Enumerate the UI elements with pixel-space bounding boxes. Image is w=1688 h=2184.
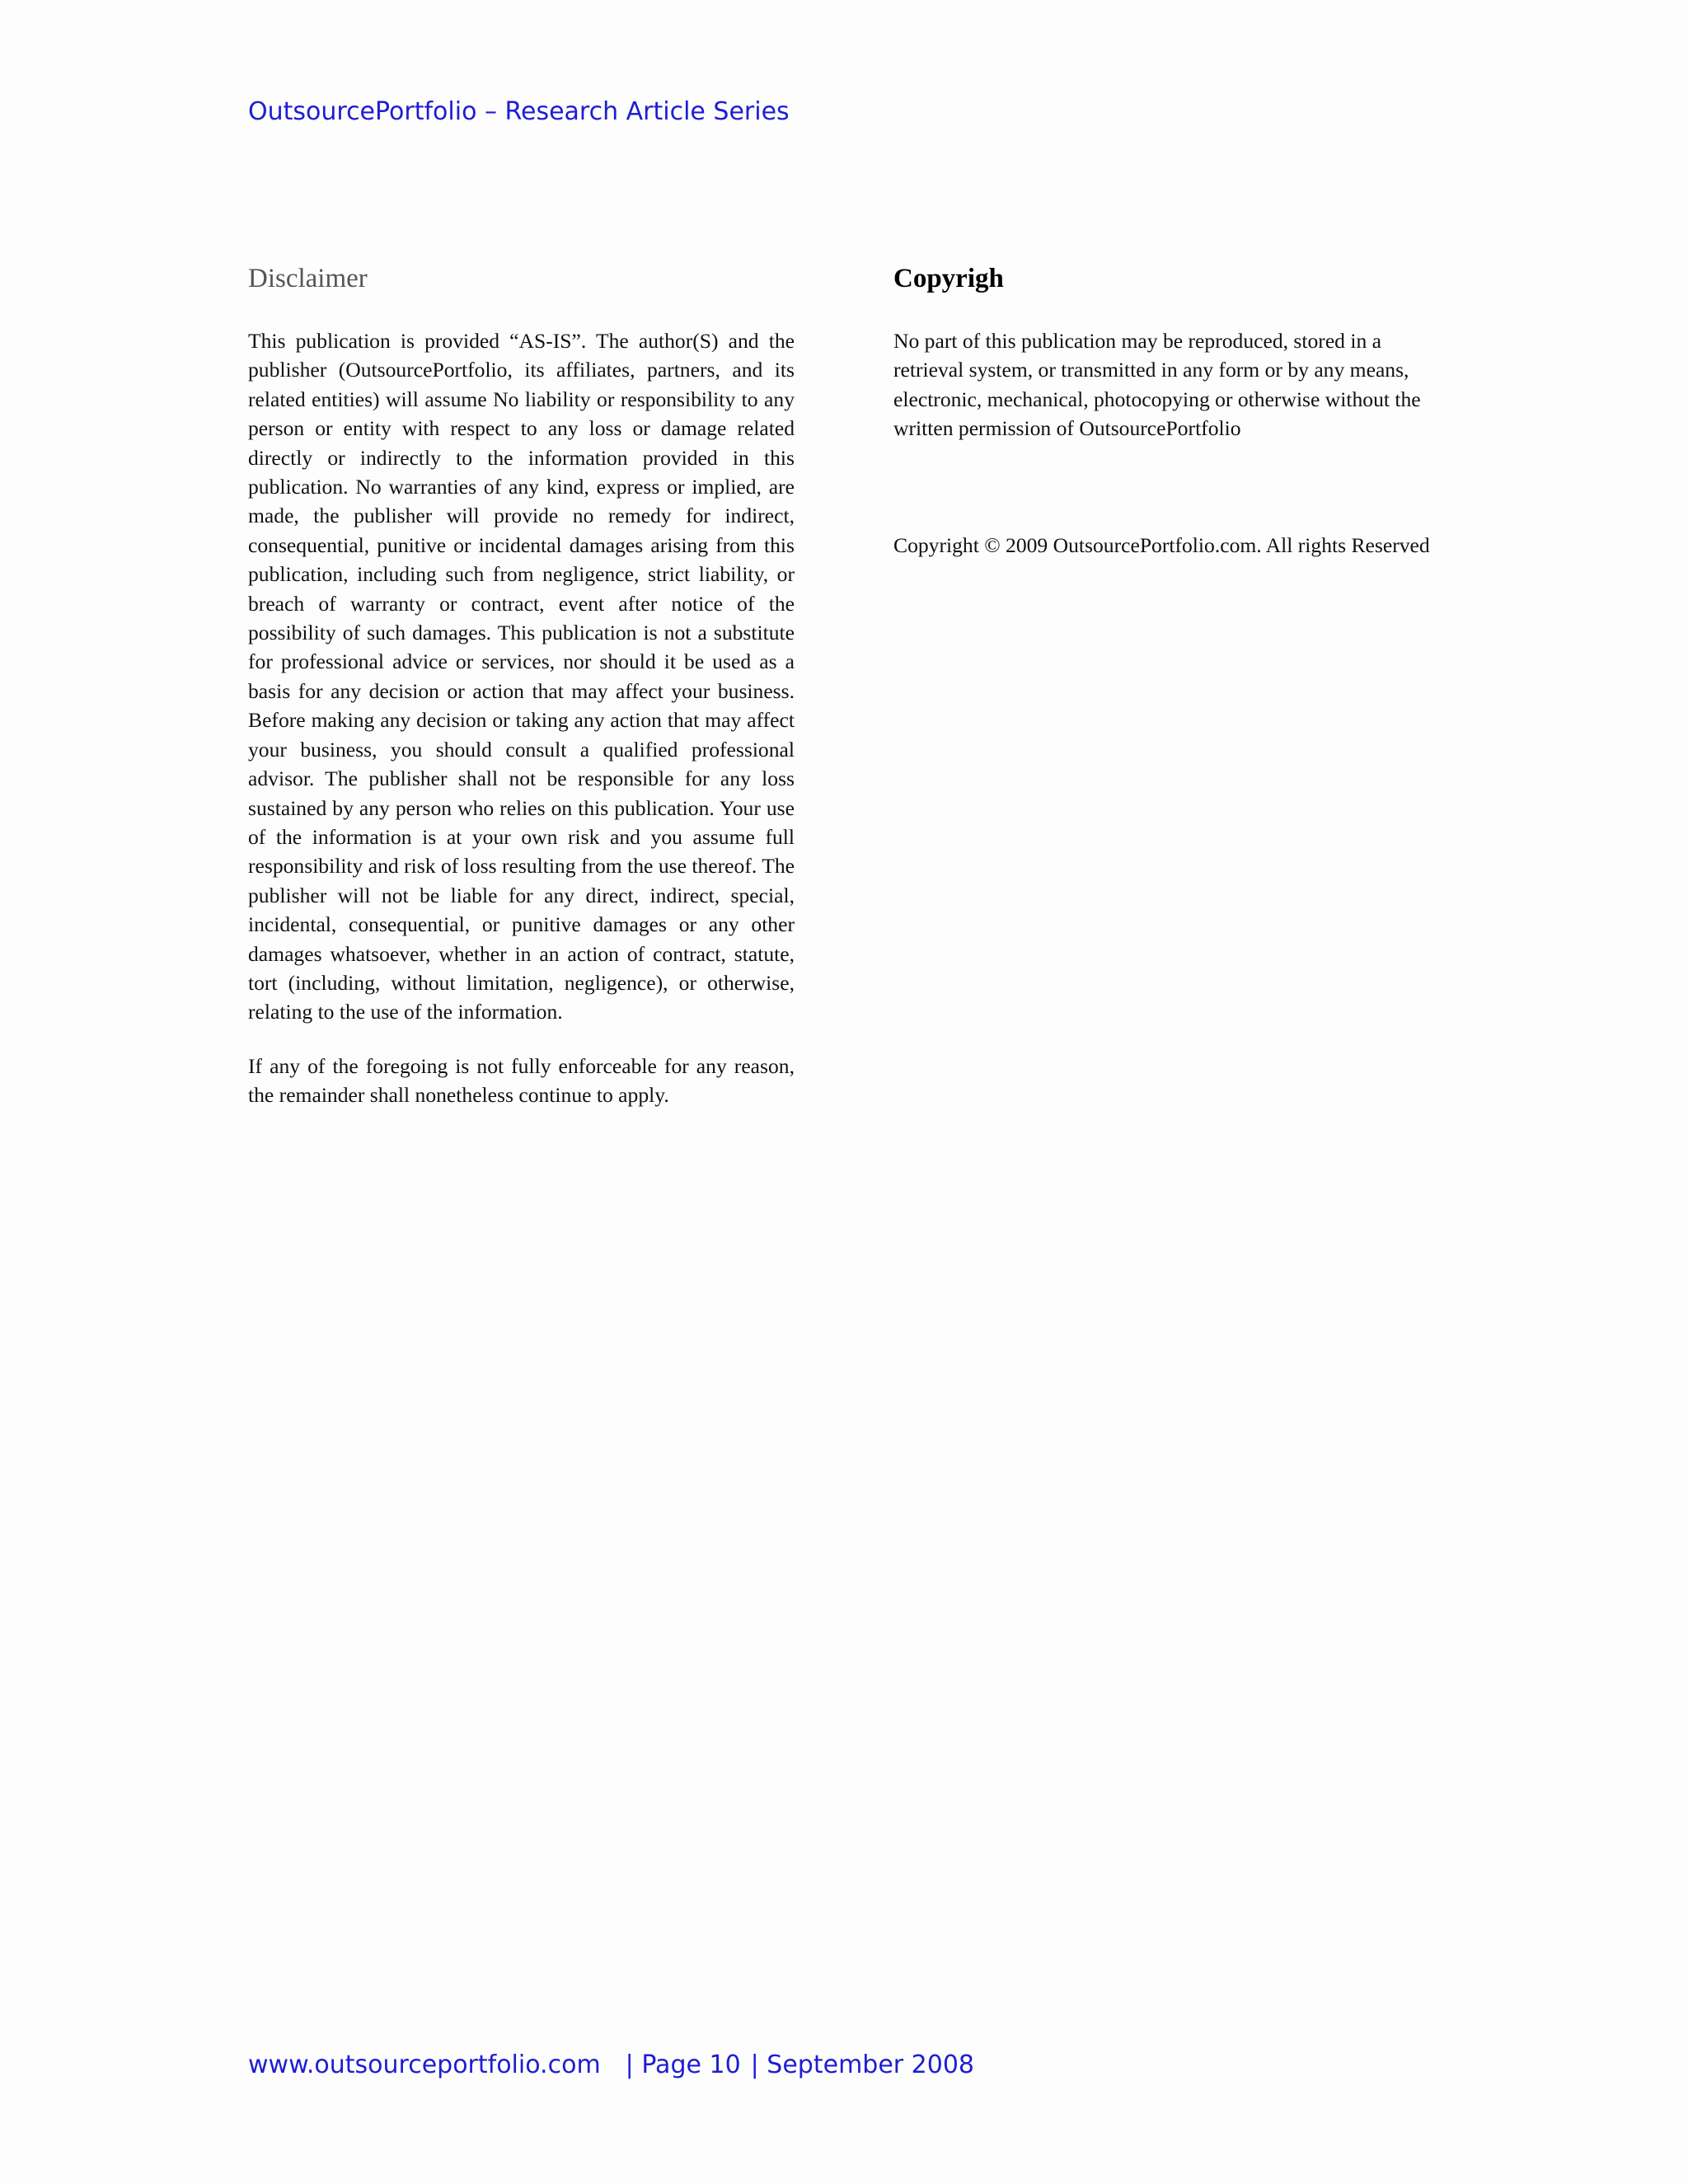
copyright-notice: Copyright © 2009 OutsourcePortfolio.com. All rights Reserved bbox=[893, 532, 1430, 557]
footer-website: www.outsourceportfolio.com bbox=[248, 2050, 601, 2079]
footer-date: | September 2008 bbox=[750, 2050, 975, 2079]
disclaimer-paragraph: This publication is provided “AS-IS”. The author(S) and the publisher (OutsourcePortfolio, its affiliates, partners, and its related entities) will assume No liability or responsibility to any person or entity with respect to any loss or damage related directly or indirectly to the information provided in this publication. No warranties of any kind, express or implied, are made, the publisher will provide no remedy for indirect, consequential, punitive or incidental damages arising from this publication, including such from negligence, strict liability, or breach of warranty or contract, event after notice of the possibility of such damages. This publication is not a substitute for professional advice or services, nor should it be used as a basis for any decision or action that may affect your business. Before making any decision or taking any action that may affect your business, you should consult a qualified professional advisor. The publisher shall not be responsible for any loss sustained by any person who relies on this publication. Your use of the information is at your own risk and you assume full responsibility and risk of loss resulting from the use thereof. The publisher will not be liable for any direct, indirect, special, incidental, consequential, or punitive damages or any other damages whatsoever, whether in an action of contract, statute, tort (including, without limitation, negligence), or otherwise, relating to the use of the information. bbox=[248, 329, 795, 1024]
disclaimer-heading: Disclaimer bbox=[248, 264, 368, 293]
disclaimer-paragraph: If any of the foregoing is not fully enforceable for any reason, the remainder shall nonetheless continue to apply. bbox=[248, 1053, 795, 1108]
disclaimer-section bbox=[248, 260, 795, 1110]
page-footer bbox=[248, 2050, 974, 2079]
running-header: OutsourcePortfolio – Research Article Series bbox=[248, 97, 790, 126]
footer-page-number: | Page 10 bbox=[625, 2050, 741, 2079]
copyright-section bbox=[893, 260, 1440, 560]
copyright-body: No part of this publication may be reproduced, stored in a retrieval system, or transmitted in any form or by any means, electronic, mechanical, photocopying or otherwise without the written permission of OutsourcePortfolio bbox=[893, 329, 1421, 441]
copyright-heading: Copyrigh bbox=[893, 264, 1004, 293]
